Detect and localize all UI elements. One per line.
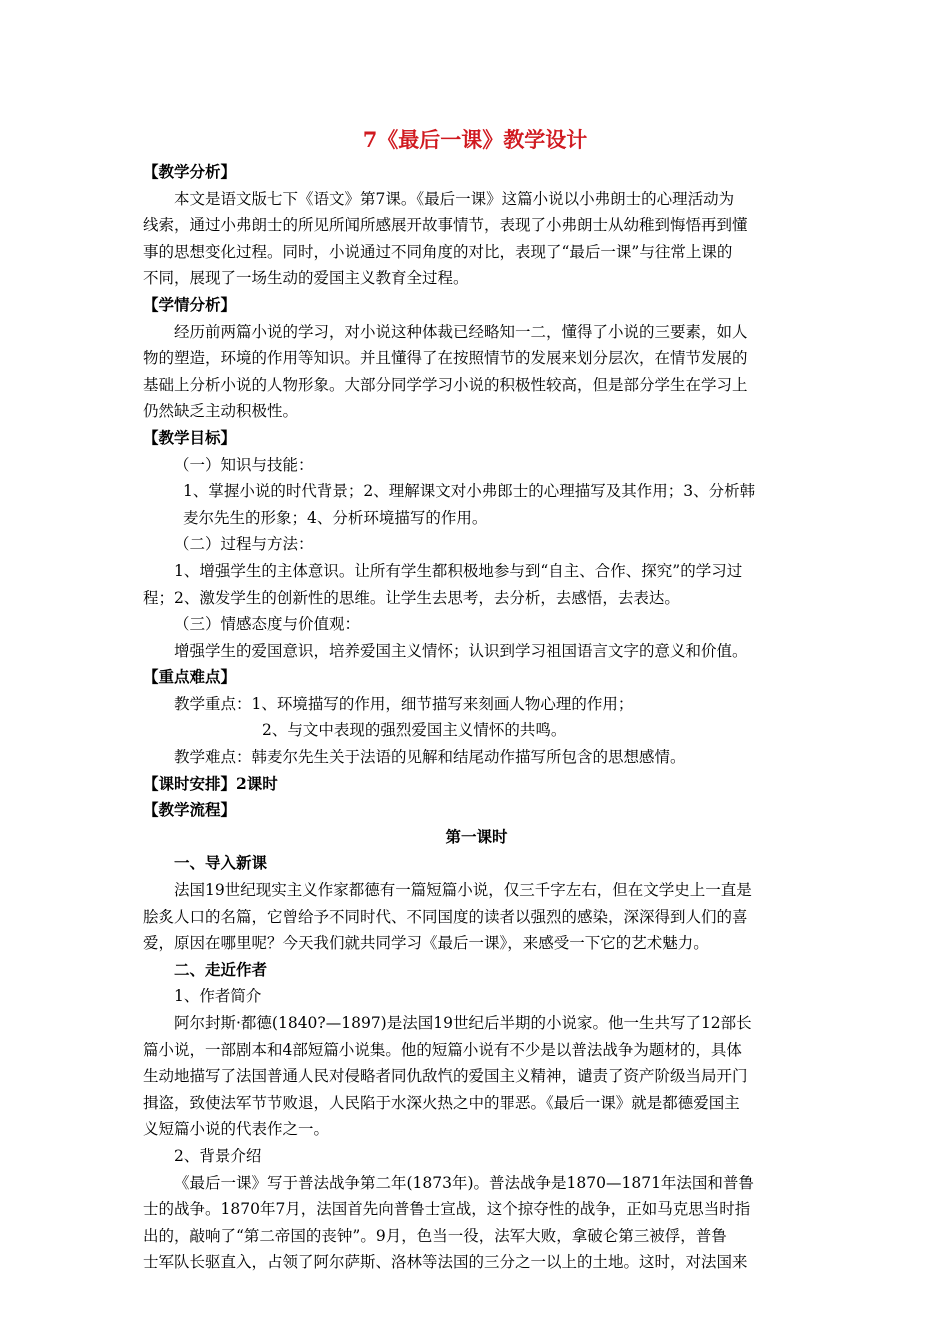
paragraph-line: 增强学生的爱国意识，培养爱国主义情怀；认识到学习祖国语言文字的意义和价值。 [174, 641, 748, 660]
paragraph-line: 物的塑造，环境的作用等知识。并且懂得了在按照情节的发展来划分层次，在情节发展的 [143, 349, 748, 368]
section-heading-flow: 【教学流程】 [143, 800, 237, 820]
paragraph-line: 篇小说，一部剧本和4部短篇小说集。他的短篇小说有不少是以普法战争为题材的，具体 [143, 1040, 742, 1059]
paragraph-line: 教学重点：1、环境描写的作用，细节描写来刻画人物心理的作用； [174, 694, 634, 713]
paragraph-line: 1、增强学生的主体意识。让所有学生都积极地参与到“自主、合作、探究”的学习过 [174, 561, 743, 580]
paragraph-line: 事的思想变化过程。同时，小说通过不同角度的对比，表现了“最后一课”与往常上课的 [143, 242, 733, 261]
paragraph-line: 法国19世纪现实主义作家都德有一篇短篇小说，仅三千字左右，但在文学史上一直是 [174, 881, 752, 900]
paragraph-line: 本文是语文版七下《语文》第7课。《最后一课》这篇小说以小弗朗士的心理活动为 [174, 189, 735, 208]
subheading: （三）情感态度与价值观： [174, 615, 361, 634]
paragraph-line: 义短篇小说的代表作之一。 [143, 1120, 330, 1139]
paragraph-line: 出的，敲响了“第二帝国的丧钟”。9月，色当一役，法军大败，拿破仑第三被俘，普鲁 [143, 1226, 727, 1245]
paragraph-line: 经历前两篇小说的学习，对小说这种体裁已经略知一二，懂得了小说的三要素，如人 [174, 322, 748, 341]
paragraph-line: 揖盗，致使法军节节败退，人民陷于水深火热之中的罪恶。《最后一课》就是都德爱国主 [143, 1093, 740, 1112]
subheading: （一）知识与技能： [174, 455, 314, 474]
step-heading-author: 二、走近作者 [174, 959, 268, 979]
paragraph-line: 阿尔封斯·都德(1840?—1897)是法国19世纪后半期的小说家。他一生共写了12部长 [174, 1014, 752, 1032]
document-body [143, 159, 810, 1276]
lesson-heading: 第一课时 [445, 826, 508, 846]
section-heading-schedule: 【课时安排】2课时 [143, 773, 278, 793]
paragraph-line: 《最后一课》写于普法战争第二年(1873年)。普法战争是1870—1871年法国和普鲁 [174, 1173, 754, 1192]
paragraph-line: 1、掌握小说的时代背景；2、理解课文对小弗郎士的心理描写及其作用；3、分析韩 [183, 482, 756, 501]
section-heading-key-points: 【重点难点】 [143, 667, 237, 687]
paragraph-line: 教学难点：韩麦尔先生关于法语的见解和结尾动作描写所包含的思想感情。 [174, 748, 686, 767]
subheading: 2、背景介绍 [174, 1146, 262, 1165]
step-heading-intro: 一、导入新课 [174, 853, 268, 873]
document-title: 7《最后一课》教学设计 [362, 127, 588, 152]
paragraph-line: 不同，展现了一场生动的爱国主义教育全过程。 [143, 269, 469, 288]
section-heading-analysis: 【教学分析】 [143, 162, 237, 181]
section-heading-students: 【学情分析】 [143, 294, 237, 314]
paragraph-line: 脍炙人口的名篇，它曾给予不同时代、不同国度的读者以强烈的感染，深深得到人们的喜 [143, 907, 748, 926]
subheading: 1、作者简介 [174, 987, 262, 1006]
paragraph-line: 2、与文中表现的强烈爱国主义情怀的共鸣。 [262, 721, 567, 740]
section-heading-goals: 【教学目标】 [143, 427, 237, 447]
paragraph-line: 程；2、激发学生的创新性的思维。让学生去思考，去分析，去感悟，去表达。 [143, 588, 680, 607]
paragraph-line: 爱，原因在哪里呢？今天我们就共同学习《最后一课》，来感受一下它的艺术魅力。 [143, 934, 709, 953]
paragraph-line: 士的战争。1870年7月，法国首先向普鲁士宣战，这个掠夺性的战争，正如马克思当时指 [143, 1200, 751, 1219]
paragraph-line: 仍然缺乏主动积极性。 [143, 402, 299, 421]
paragraph-line: 麦尔先生的形象；4、分析环境描写的作用。 [183, 508, 488, 527]
paragraph-line: 生动地描写了法国普通人民对侵略者同仇敌忾的爱国主义精神，谴责了资产阶级当局开门 [143, 1067, 748, 1086]
paragraph-line: 士军队长驱直入，占领了阿尔萨斯、洛林等法国的三分之一以上的土地。这时，对法国来 [143, 1253, 748, 1272]
paragraph-line: 基础上分析小说的人物形象。大部分同学学习小说的积极性较高，但是部分学生在学习上 [143, 375, 748, 394]
paragraph-line: 线索，通过小弗朗士的所见所闻所感展开故事情节，表现了小弗朗士从幼稚到悔悟再到懂 [143, 216, 748, 235]
subheading: （二）过程与方法： [174, 535, 314, 554]
